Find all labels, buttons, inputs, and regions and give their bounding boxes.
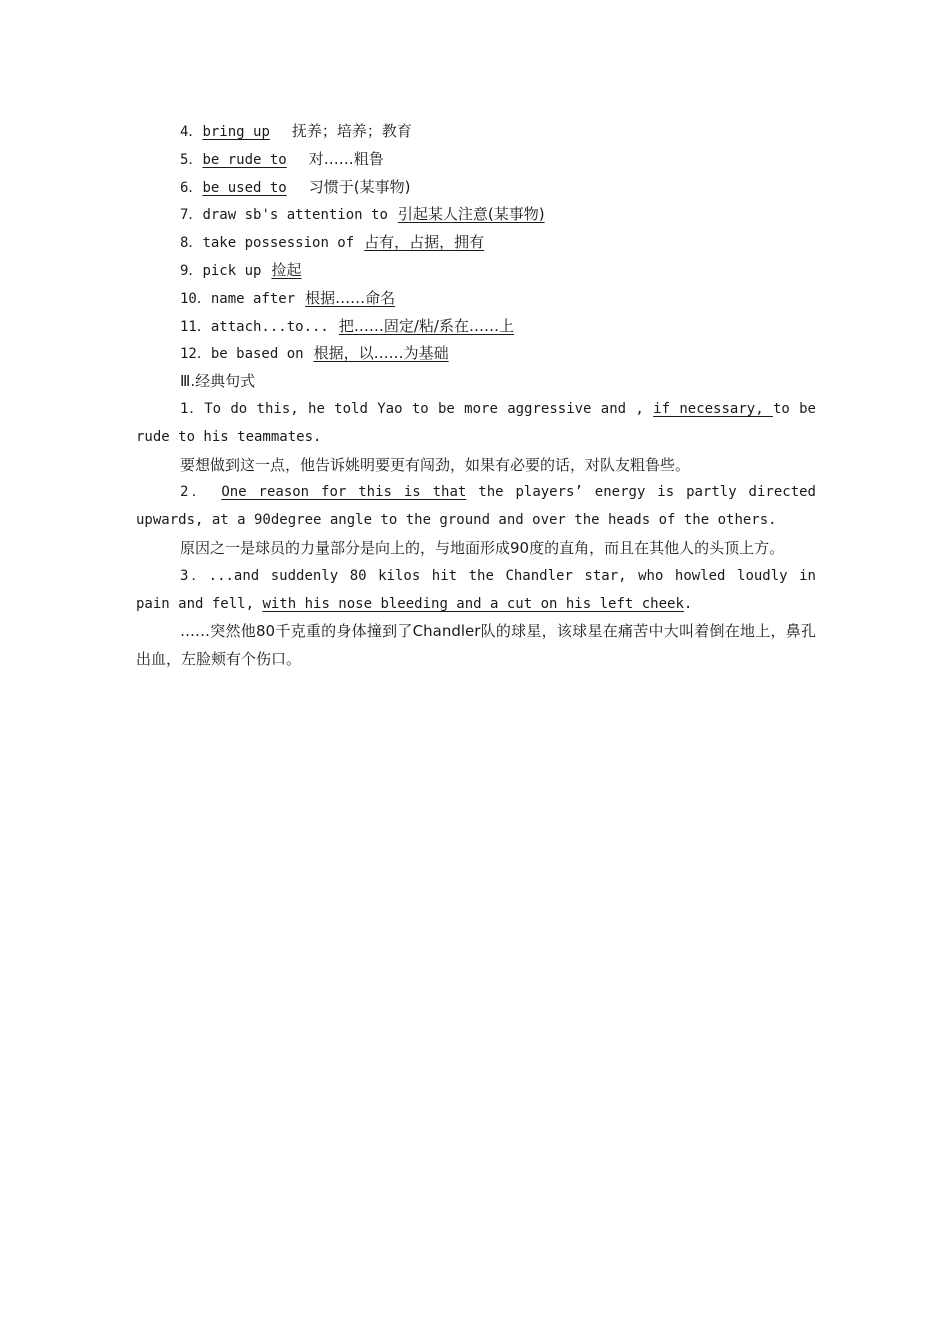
- phrase-chinese: 捡起: [271, 260, 302, 279]
- sentence-3-chinese: ……突然他80千克重的身体撞到了Chandler队的球星，该球星在痛苦中大叫着倒在地上，鼻孔出血，左脸颊有个伤口。: [136, 622, 816, 669]
- phrase-number: 5．: [180, 151, 203, 168]
- sentence-1-chinese: 要想做到这一点，他告诉姚明要更有闯劲，如果有必要的话，对队友粗鲁些。: [180, 455, 691, 474]
- phrase-chinese: 占有，占据，拥有: [364, 233, 485, 252]
- document-page: [136, 118, 816, 674]
- sentence-key-phrase: One reason for this is that: [221, 484, 467, 501]
- phrase-chinese: 根据……命名: [305, 288, 396, 307]
- sentence-text: the players’ energy is partly directed upwards, at a 90degree angle to the ground and over the heads of the others.: [136, 484, 816, 529]
- phrase-item-11: [136, 313, 816, 341]
- phrase-number: 10．: [180, 290, 211, 307]
- section-heading: Ⅲ.经典句式: [180, 372, 256, 391]
- sentence-1-english: [136, 396, 816, 452]
- phrase-item-9: [136, 257, 816, 285]
- phrase-english: pick up: [202, 262, 262, 279]
- phrase-number: 6．: [180, 179, 203, 196]
- phrase-chinese: 对……粗鲁: [308, 149, 384, 168]
- phrase-item-4: [136, 118, 816, 146]
- phrase-number: 11．: [180, 318, 211, 335]
- phrase-number: 4．: [180, 124, 203, 140]
- phrase-number: 8．: [180, 235, 203, 252]
- phrase-item-10: [136, 285, 816, 313]
- phrase-number: 7．: [180, 207, 203, 224]
- phrase-english: bring up: [202, 124, 270, 140]
- sentence-text: 3．...and suddenly 80 kilos hit the Chandler star, who howled loudly in pain and fell,: [136, 567, 816, 612]
- phrase-item-6: [136, 174, 816, 202]
- phrase-chinese: 引起某人注意(某事物): [397, 205, 545, 224]
- sentence-text: 2．: [180, 484, 222, 501]
- sentence-text: to be rude to his teammates.: [136, 400, 816, 445]
- phrase-chinese: 把……固定/粘/系在……上: [338, 316, 514, 335]
- phrase-chinese: 习惯于(某事物): [308, 177, 411, 196]
- sentence-text: .: [683, 595, 693, 612]
- phrase-english: attach...to...: [210, 318, 329, 335]
- phrase-english: draw sb's attention to: [202, 207, 388, 224]
- phrase-chinese: 抚养；培养；教育: [291, 122, 412, 140]
- phrase-item-7: [136, 201, 816, 229]
- sentence-2-english: [136, 479, 816, 535]
- phrase-chinese: 根据，以……为基础: [313, 344, 449, 363]
- sentence-2-chinese: 原因之一是球员的力量部分是向上的，与地面形成90度的直角，而且在其他人的头顶上方。: [180, 538, 785, 557]
- phrase-english: be rude to: [202, 151, 287, 168]
- sentence-key-phrase: with his nose bleeding and a cut on his left cheek: [262, 595, 684, 612]
- phrase-number: 12．: [180, 346, 211, 363]
- phrase-english: be used to: [202, 179, 287, 196]
- sentence-3-english: [136, 563, 816, 619]
- phrase-number: 9．: [180, 262, 203, 279]
- phrase-item-8: [136, 229, 816, 257]
- phrase-english: be based on: [210, 346, 304, 363]
- phrase-item-5: [136, 146, 816, 174]
- sentence-key-phrase: if necessary,: [653, 400, 773, 417]
- phrase-english: name after: [210, 290, 296, 307]
- phrase-english: take possession of: [202, 235, 355, 252]
- sentence-text: 1．To do this, he told Yao to be more aggressive and ,: [180, 400, 654, 417]
- phrase-item-12: [136, 340, 816, 368]
